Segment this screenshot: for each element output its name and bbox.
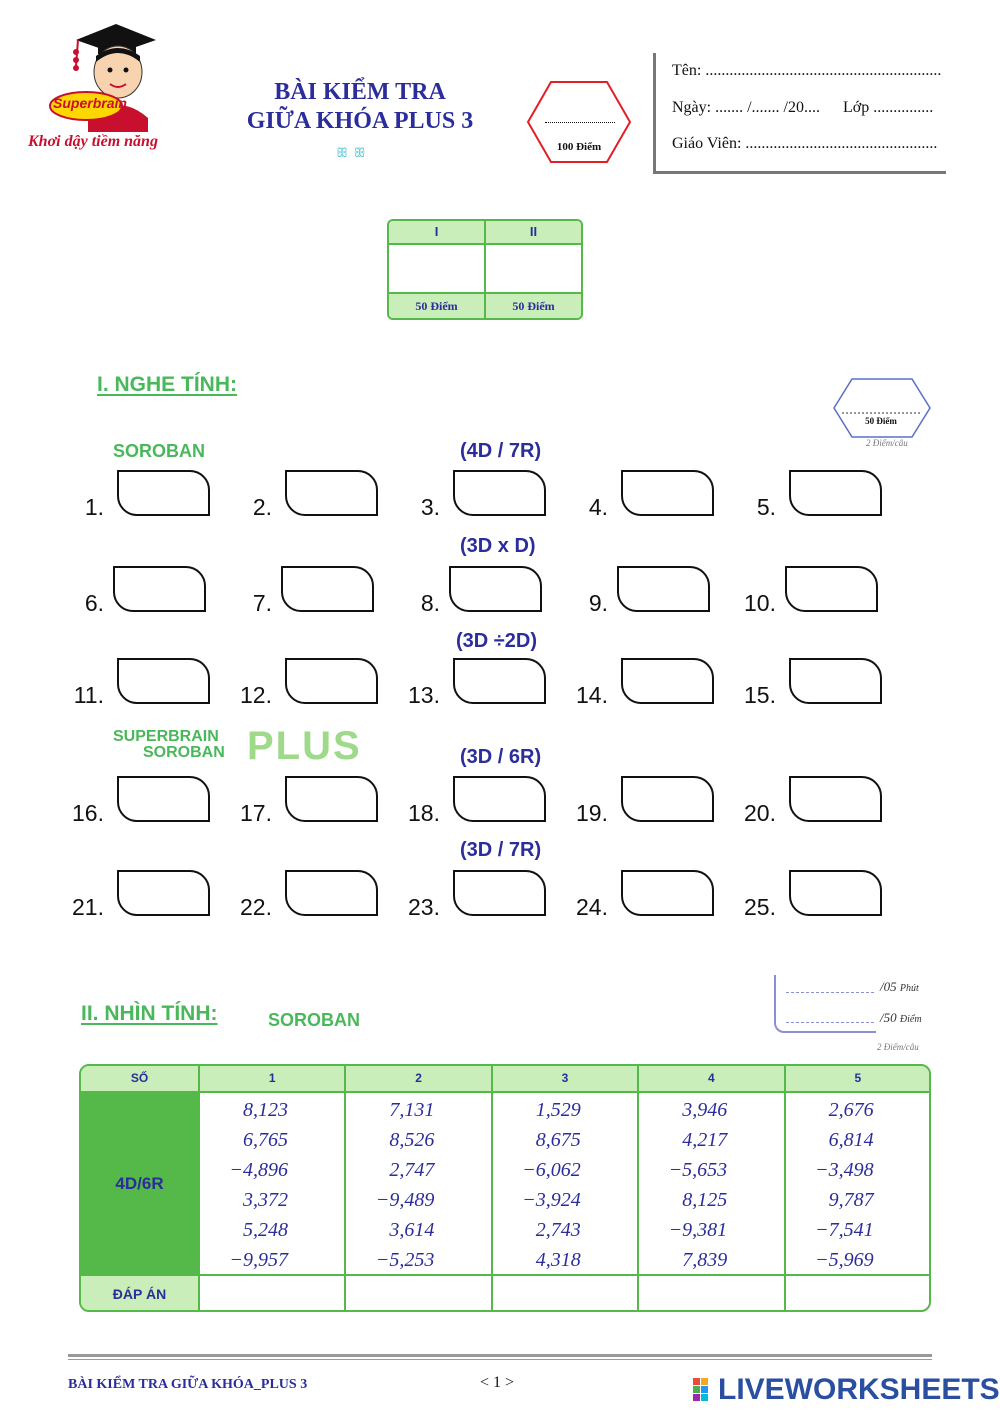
plus-logo-line-2: SOROBAN [143,744,225,761]
operand-value: 5,248 [243,1219,288,1241]
section-2-title: II. NHÌN TÍNH: [81,1002,218,1025]
row-label: 4D/6R [81,1093,198,1274]
answer-box[interactable] [789,870,882,916]
answer-box[interactable] [285,658,378,704]
question-number: 18. [408,800,440,826]
watermark: LIVEWORKSHEETS [718,1373,1000,1406]
question-number: 22. [240,894,272,920]
question-number: 9. [588,590,608,616]
operand-value: 9,787 [828,1189,874,1211]
operand-value: 3,946 [682,1099,728,1121]
table-column-header: 5 [854,1071,862,1085]
total-score-blank[interactable] [545,122,615,123]
answer-box[interactable] [117,870,210,916]
question-group-label: (3D / 7R) [460,839,542,861]
operand-value: 7,839 [682,1249,728,1271]
question-number: 16. [72,800,104,826]
question-group-label: (3D x D) [460,535,536,557]
answer-box[interactable] [285,776,378,822]
answer-cell[interactable] [639,1276,783,1312]
operand-value: 7,131 [389,1099,435,1121]
date-field[interactable]: Ngày: ....... /....... /20.... [672,99,820,116]
score-col-1 [389,221,486,318]
operand-value: −5,969 [815,1249,874,1271]
number-column [200,1093,346,1274]
table-column-header: 4 [708,1071,715,1085]
question-number: 20. [744,800,776,826]
operand-value: 8,125 [682,1189,728,1211]
number-column [493,1093,639,1274]
operand-value: 4,318 [535,1249,581,1271]
answer-box[interactable] [285,870,378,916]
operand-value: −3,924 [522,1189,581,1211]
time-label: /05 Phút [880,979,919,994]
answer-cell[interactable] [493,1276,637,1312]
operand-value: −9,489 [375,1189,435,1211]
operand-value: −5,253 [375,1249,435,1271]
operand-value: 1,529 [535,1099,581,1121]
answer-box[interactable] [117,776,210,822]
answer-box[interactable] [113,566,206,612]
plus-logo [113,729,225,761]
section-1-title: I. NGHE TÍNH: [97,373,237,396]
operand-value: 3,614 [389,1219,435,1241]
answer-cell[interactable] [786,1276,930,1312]
question-number: 24. [576,894,608,920]
total-score-label: 100 Điểm [556,141,602,153]
operand-value: 8,675 [535,1129,581,1151]
plus-logo-word: PLUS [247,724,362,768]
score-label: /50 Điểm [880,1010,922,1025]
answer-box[interactable] [789,776,882,822]
answer-box[interactable] [789,658,882,704]
question-number: 2. [252,494,272,520]
question-number: 5. [756,494,776,520]
answer-box[interactable] [281,566,374,612]
answer-box[interactable] [117,658,210,704]
question-number: 11. [73,682,104,708]
operand-value: 3,372 [243,1189,288,1211]
operand-value: 8,123 [243,1099,288,1121]
footer-title: BÀI KIỂM TRA GIỮA KHÓA_PLUS 3 [68,1377,308,1392]
section-2-per-question: 2 Điểm/câu [877,1042,919,1052]
operand-value: −3,498 [815,1159,874,1181]
question-number: 10. [744,590,776,616]
answer-box[interactable] [285,470,378,516]
liveworksheets-icon [693,1378,709,1402]
answer-box[interactable] [453,470,546,516]
section-2-soroban-label: SOROBAN [268,1010,361,1030]
question-number: 25. [744,894,776,920]
question-number: 13. [408,682,440,708]
operand-value: −6,062 [522,1159,581,1181]
answer-box[interactable] [449,566,542,612]
section-1-soroban-label: SOROBAN [113,441,206,461]
number-column [639,1093,785,1274]
teacher-field[interactable]: Giáo Viên: ................................................ [672,135,938,152]
operand-value: −5,653 [668,1159,728,1181]
operand-value: 2,676 [828,1099,874,1121]
question-number: 6. [84,590,104,616]
table-column-header: 3 [561,1071,569,1085]
answer-box[interactable] [785,566,878,612]
question-group-label: (3D ÷2D) [456,630,537,652]
score-blank[interactable] [786,1022,874,1023]
question-number: 12. [240,682,272,708]
operand-value: 6,765 [243,1129,288,1151]
answer-box[interactable] [117,470,210,516]
time-score-box [774,975,876,1033]
operand-value: 2,743 [535,1219,581,1241]
answer-box[interactable] [453,870,546,916]
operand-value: 4,217 [682,1129,728,1151]
operand-value: −4,896 [229,1159,288,1181]
question-number: 15. [744,682,776,708]
answer-box[interactable] [621,470,714,516]
answer-box[interactable] [453,658,546,704]
page-number: < 1 > [480,1374,515,1391]
section-1-score-label: 50 Điểm [865,416,897,426]
question-group-label: (4D / 7R) [460,440,542,462]
student-info-box [653,53,946,174]
footer-rule [68,1354,932,1357]
plus-logo-line-1: SUPERBRAIN [113,728,219,745]
question-group-label: (3D / 6R) [460,746,542,768]
question-number: 21. [72,894,104,920]
operand-value: 2,747 [389,1159,435,1181]
number-column [346,1093,492,1274]
answer-box[interactable] [617,566,710,612]
operand-value: −9,957 [229,1249,288,1271]
score-col-header: I [389,221,484,245]
title-line-2: GIỮA KHÓA PLUS 3 [246,108,474,134]
question-number: 19. [576,800,608,826]
answer-box[interactable] [789,470,882,516]
answer-cell[interactable] [200,1276,344,1312]
question-number: 7. [252,590,272,616]
page-title [205,78,515,136]
question-number: 23. [408,894,440,920]
brand-name: Superbrain [53,95,127,111]
calculation-table [79,1064,931,1312]
table-header-first: SỐ [130,1071,149,1085]
operand-value: 8,526 [389,1129,435,1151]
question-number: 1. [84,494,104,520]
table-column-header: 1 [268,1071,276,1085]
number-column [786,1093,931,1274]
answer-box[interactable] [621,870,714,916]
footer-rule-thin [68,1359,932,1360]
title-ornament: ꕥ ꕥ [336,145,367,160]
title-line-1: BÀI KIỂM TRA [274,79,446,105]
operand-value: 6,814 [828,1129,874,1151]
question-number: 8. [420,590,440,616]
time-blank[interactable] [786,992,874,993]
section-1-score-hexagon [832,377,932,439]
answer-box[interactable] [621,776,714,822]
answer-box[interactable] [453,776,546,822]
score-summary-table [387,219,583,320]
section-1-per-question: 2 Điểm/câu [866,438,908,448]
question-number: 4. [588,494,608,520]
score-col-header: II [486,221,581,245]
score-col-2 [486,221,581,318]
score-col-points: 50 Điểm [486,292,581,318]
question-number: 14. [576,682,608,708]
answer-cell[interactable] [346,1276,490,1312]
answer-label: ĐÁP ÁN [81,1276,198,1312]
answer-box[interactable] [621,658,714,704]
operand-value: −7,541 [815,1219,874,1241]
operand-value: −9,381 [668,1219,728,1241]
slogan: Khơi dậy tiềm năng [28,133,158,150]
question-number: 17. [240,800,272,826]
table-column-header: 2 [415,1071,422,1085]
score-col-points: 50 Điểm [389,292,484,318]
class-field[interactable]: Lớp ............... [843,99,934,116]
name-field[interactable]: Tên: ........................................................... [672,62,942,79]
question-number: 3. [420,494,440,520]
